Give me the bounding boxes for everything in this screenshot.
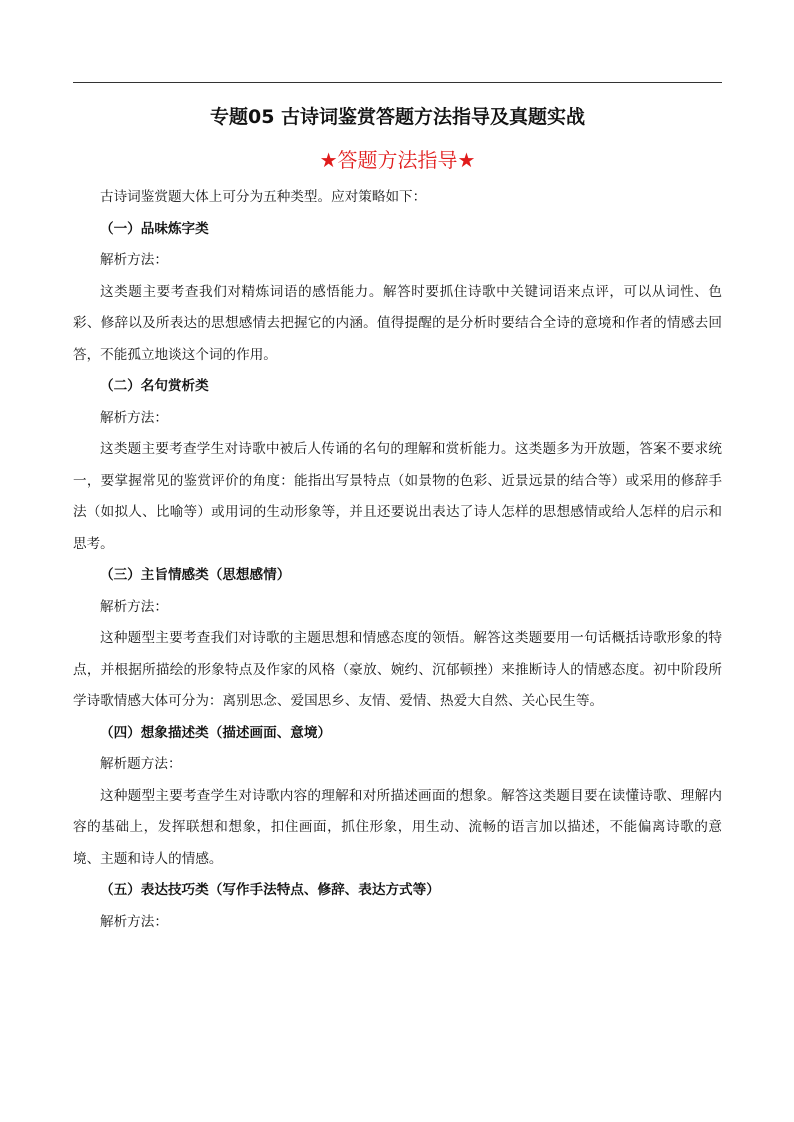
section-heading-4: （四）想象描述类（描述画面、意境） — [100, 724, 332, 741]
header-rule — [73, 82, 722, 83]
method-label-3: 解析方法： — [100, 598, 168, 615]
section-subtitle: ★答题方法指导★ — [319, 148, 476, 172]
method-label-4: 解析题方法： — [100, 756, 182, 772]
method-label-2: 解析方法： — [100, 409, 168, 426]
section-heading-1: （一）品味炼字类 — [100, 220, 209, 237]
method-label-5: 解析方法： — [100, 913, 168, 930]
section-body-1: 这类题主要考查我们对精炼词语的感悟能力。解答时要抓住诗歌中关键词语来点评，可以从词性、色彩、修辞以及所表达的思想感情去把握它的内涵。值得提醒的是分析时要结合全诗的意境和作者的情感去回答，不能孤立地谈这个词的作用。 — [73, 283, 722, 363]
section-body-2: 这类题主要考查学生对诗歌中被后人传诵的名句的理解和赏析能力。这类题多为开放题，答案不要求统一，要掌握常见的鉴赏评价的角度：能指出写景特点（如景物的色彩、近景远景的结合等）或采用的修辞手法（如拟人、比喻等）或用词的生动形象等，并且还要说出表达了诗人怎样的思想感情或给人怎样的启示和思考。 — [73, 441, 722, 552]
section-body-4: 这种题型主要考查学生对诗歌内容的理解和对所描述画面的想象。解答这类题目要在读懂诗歌、理解内容的基础上，发挥联想和想象，扣住画面，抓住形象，用生动、流畅的语言加以描述，不能偏离诗歌的意境、主题和诗人的情感。 — [73, 787, 722, 867]
document-title: 专题05 古诗词鉴赏答题方法指导及真题实战 — [209, 106, 586, 128]
section-heading-5: （五）表达技巧类（写作手法特点、修辞、表达方式等） — [100, 882, 440, 898]
section-heading-3: （三）主旨情感类（思想感情） — [100, 567, 291, 583]
section-body-3: 这种题型主要考查我们对诗歌的主题思想和情感态度的领悟。解答这类题要用一句话概括诗歌形象的特点，并根据所描绘的形象特点及作家的风格（豪放、婉约、沉郁顿挫）来推断诗人的情感态度。初中阶段所学诗歌情感大体可分为：离别思念、爱国思乡、友情、爱情、热爱大自然、关心民生等。 — [73, 630, 722, 709]
method-label-1: 解析方法： — [100, 252, 168, 268]
document-body — [73, 182, 722, 938]
intro-paragraph: 古诗词鉴赏题大体上可分为五种类型。应对策略如下： — [100, 189, 427, 205]
section-heading-2: （二）名句赏析类 — [100, 378, 209, 394]
